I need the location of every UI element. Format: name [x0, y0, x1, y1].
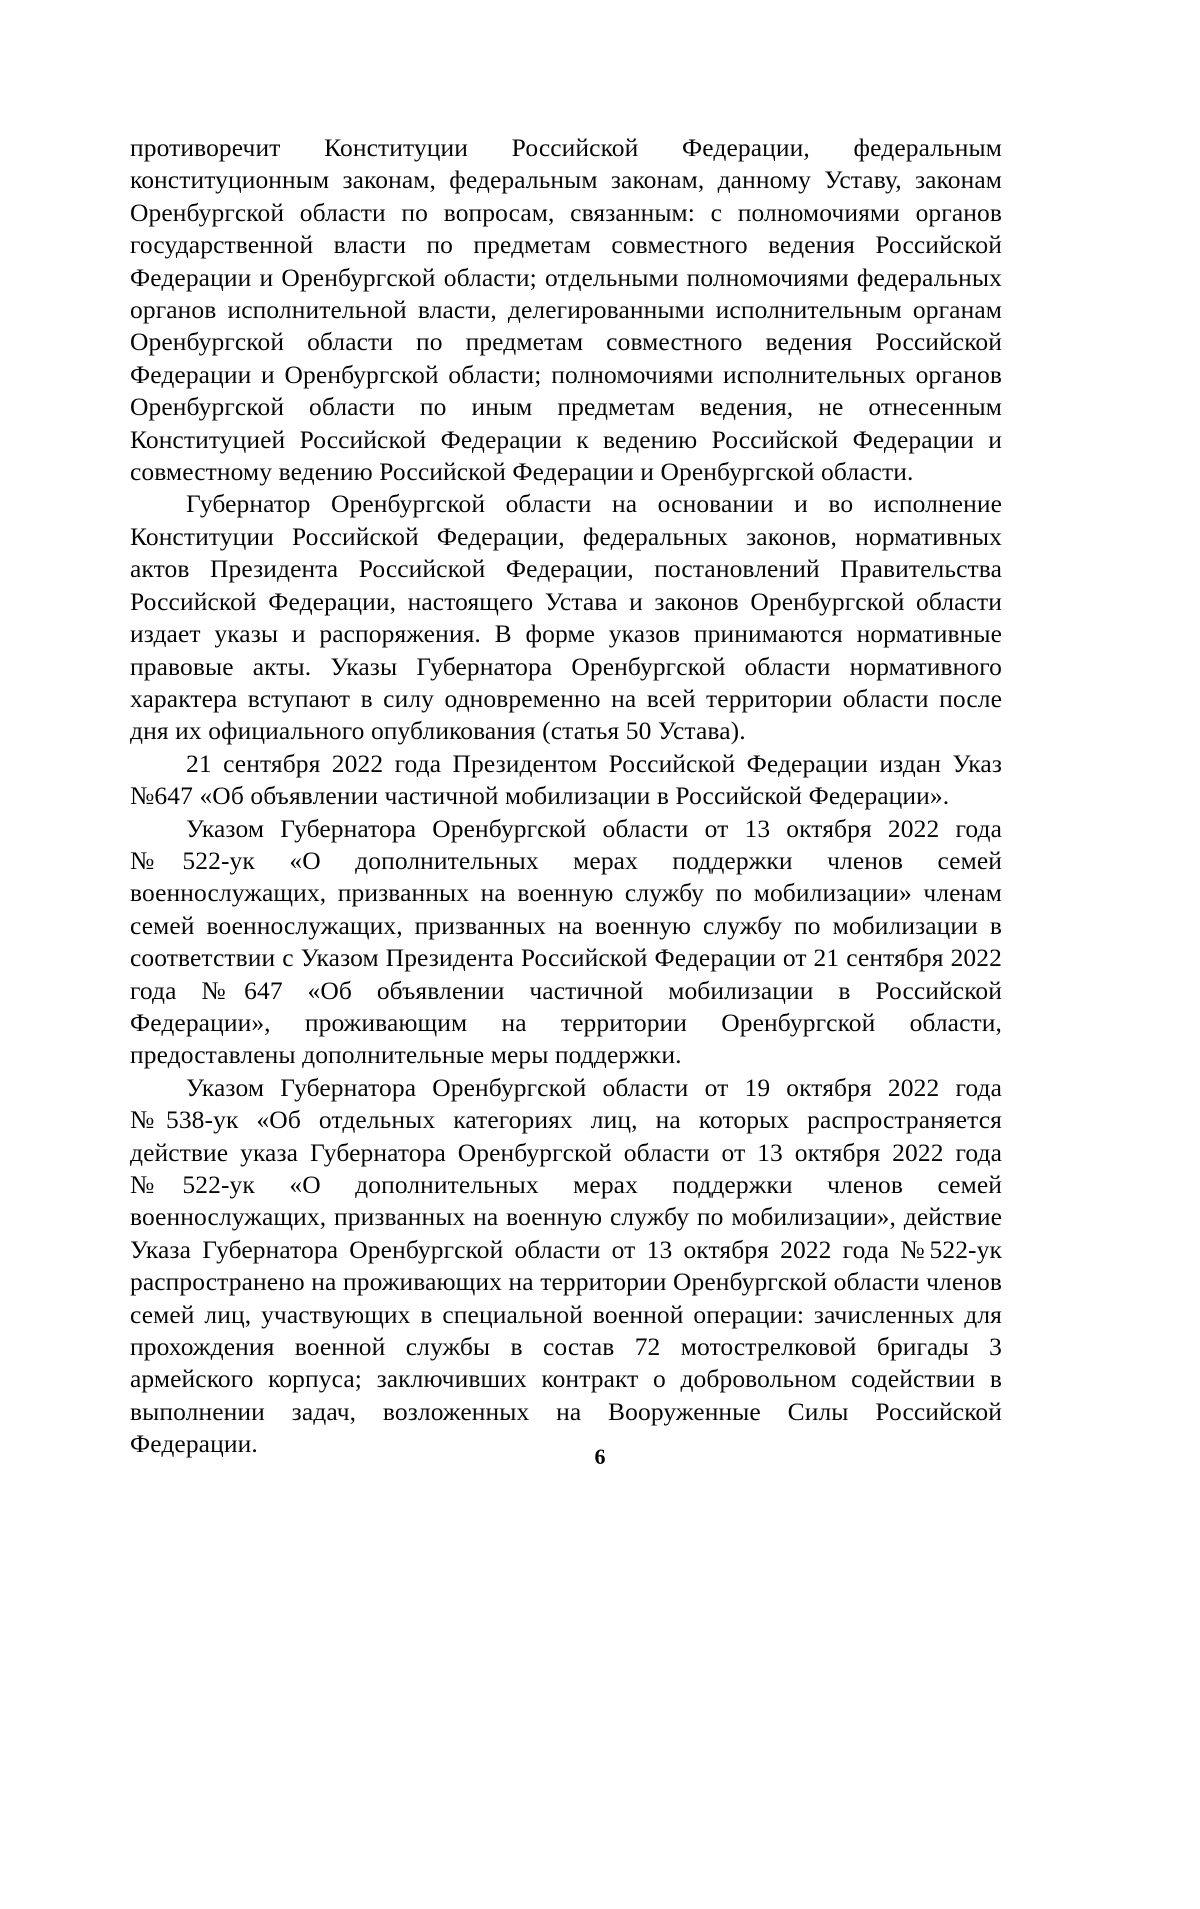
- paragraph-decree-538: Указом Губернатора Оренбургской области от 19 октября 2022 года №538-ук «Об отдельных категориях лиц, на которых распространяется действие указа Губернатора Оренбургской области от 13 октября 2022 года №522-ук «О дополнительных мерах поддержки членов семей военнослужащих, призванных на военную службу по мобилизации», действие Указа Губернатора Оренбургской области от 13 октября 2022 года №522-ук распространено на проживающих на территории Оренбургской области членов семей лиц, участвующих в специальной военной операции: зачисленных для прохождения военной службы в состав 72 мотострелковой бригады 3 армейского корпуса; заключивших контракт о добровольном содействии в выполнении задач, возложенных на Вооруженные Силы Российской Федерации.: [130, 1072, 1002, 1459]
- paragraph-continuation: противоречит Конституции Российской Федерации, федеральным конституционным законам, федеральным законам, данному Уставу, законам Оренбургской области по вопросам, связанным: с полномочиями органов государственной власти по предметам совместного ведения Российской Федерации и Оренбургской области; отдельными полномочиями федеральных органов исполнительной власти, делегированными исполнительным органам Оренбургской области по предметам совместного ведения Российской Федерации и Оренбургской области; полномочиями исполнительных органов Оренбургской области по иным предметам ведения, не отнесенным Конституцией Российской Федерации к ведению Российской Федерации и совместному ведению Российской Федерации и Оренбургской области.: [130, 133, 1002, 487]
- paragraph-presidential-decree: 21 сентября 2022 года Президентом Российской Федерации издан Указ №647 «Об объявлении частичной мобилизации в Российской Федерации».: [130, 748, 1002, 811]
- paragraph-decree-522: Указом Губернатора Оренбургской области от 13 октября 2022 года №522-ук «О дополнительных мерах поддержки членов семей военнослужащих, призванных на военную службу по мобилизации» членам семей военнослужащих, призванных на военную службу по мобилизации в соответствии с Указом Президента Российской Федерации от 21 сентября 2022 года №647 «Об объявлении частичной мобилизации в Российской Федерации», проживающим на территории Оренбургской области, предоставлены дополнительные меры поддержки.: [130, 813, 1002, 1070]
- paragraph-governor-decrees: Губернатор Оренбургской области на основании и во исполнение Конституции Российской Федерации, федеральных законов, нормативных актов Президента Российской Федерации, постановлений Правительства Российской Федерации, настоящего Устава и законов Оренбургской области издает указы и распоряжения. В форме указов принимаются нормативные правовые акты. Указы Губернатора Оренбургской области нормативного характера вступают в силу одновременно на всей территории области после дня их официального опубликования (статья 50 Устава).: [130, 489, 1002, 746]
- document-body: [130, 132, 1002, 1461]
- page-number: 6: [594, 1444, 606, 1469]
